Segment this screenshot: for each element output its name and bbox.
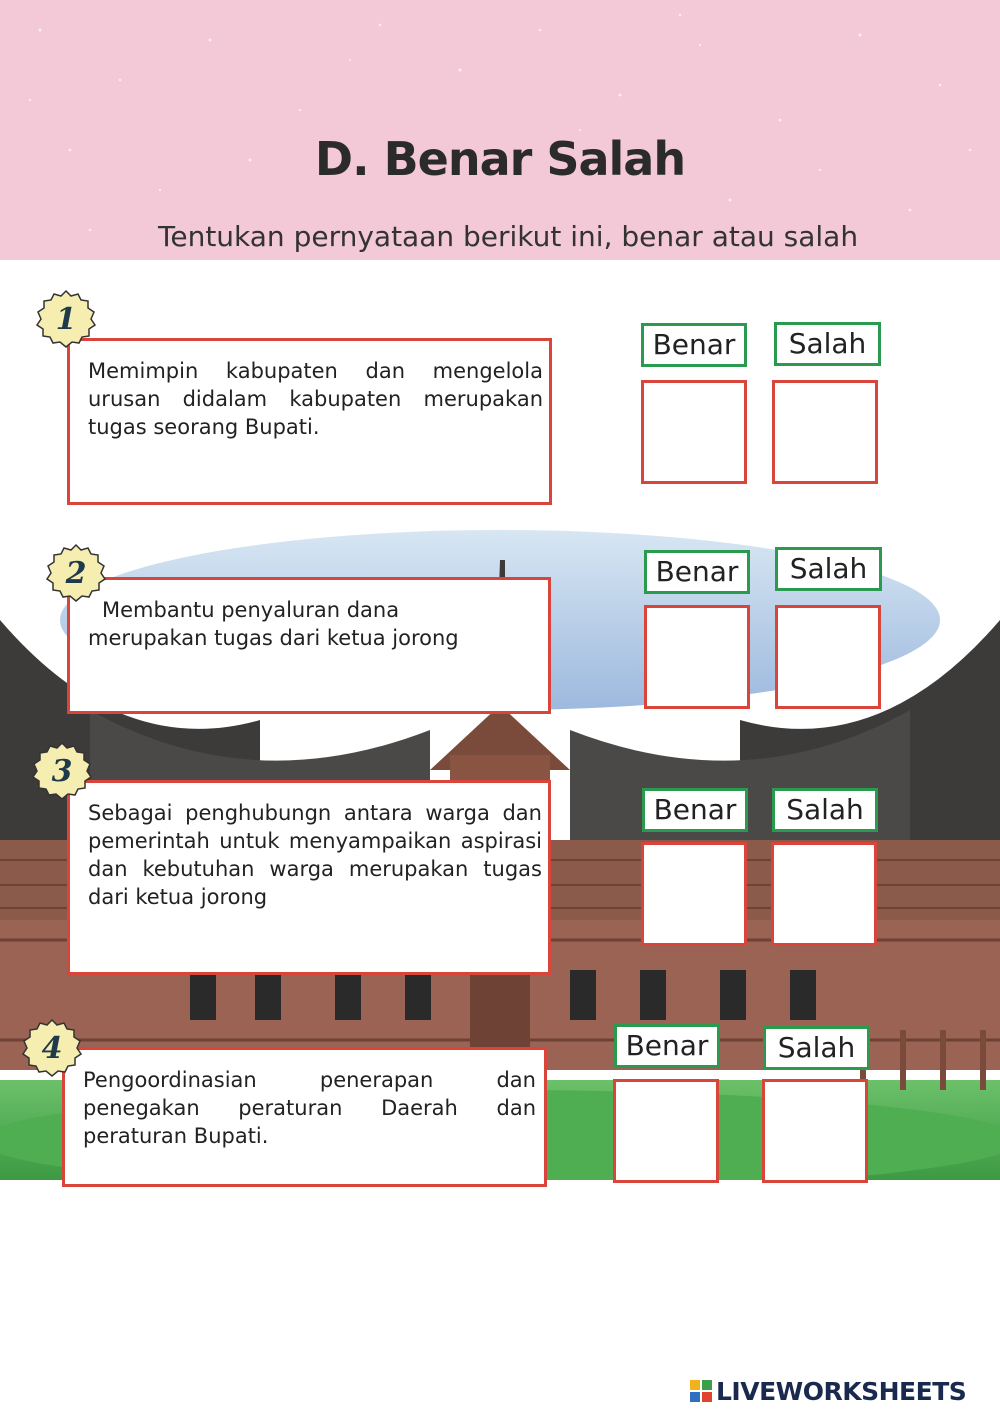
question-4-badge: [21, 1018, 83, 1080]
question-2-badge: [45, 543, 107, 605]
brand-name: LIVEWORKSHEETS: [716, 1376, 967, 1406]
question-1-number: 1: [55, 302, 77, 337]
question-3-true-answer-box[interactable]: [641, 842, 747, 946]
question-1-badge: [35, 289, 97, 351]
question-2-false-answer-box[interactable]: [775, 605, 881, 709]
question-4-number: 4: [41, 1031, 63, 1066]
question-1-true-label: Benar: [641, 323, 747, 367]
question-2-true-label: Benar: [644, 550, 750, 594]
question-2-false-label: Salah: [775, 547, 882, 591]
page-title: D. Benar Salah: [314, 132, 686, 186]
question-1-true-answer-box[interactable]: [641, 380, 747, 484]
question-4-text: Pengoordinasian penerapan dan penegakan peraturan Daerah dan peraturan Bupati.: [83, 1068, 536, 1148]
question-3-false-answer-box[interactable]: [771, 842, 877, 946]
liveworksheets-brand: [690, 1374, 966, 1408]
question-3-box: [67, 780, 551, 975]
question-4-true-answer-box[interactable]: [613, 1079, 719, 1183]
question-4-false-label: Salah: [763, 1026, 870, 1070]
question-3-true-label: Benar: [642, 788, 748, 832]
question-2-text: Membantu penyaluran dana merupakan tugas dari ketua jorong: [88, 598, 459, 650]
question-3-number: 3: [51, 754, 73, 789]
header-band: [0, 0, 1000, 260]
question-3-text: Sebagai penghubungn antara warga dan pemerintah untuk menyampaikan aspirasi dan kebutuhan warga merupakan tugas dari ketua jorong: [88, 801, 542, 909]
question-4-true-label: Benar: [614, 1024, 720, 1068]
question-2-number: 2: [65, 556, 87, 591]
question-4-box: [62, 1047, 547, 1187]
question-1-box: [67, 338, 552, 505]
liveworksheets-logo-icon: [690, 1380, 712, 1402]
question-1-false-answer-box[interactable]: [772, 380, 878, 484]
question-2-true-answer-box[interactable]: [644, 605, 750, 709]
question-1-false-label: Salah: [774, 322, 881, 366]
instruction-text: Tentukan pernyataan berikut ini, benar atau salah: [158, 220, 859, 253]
question-3-badge: [31, 741, 93, 803]
question-2-box: [67, 577, 551, 714]
question-3-false-label: Salah: [772, 788, 878, 832]
question-4-false-answer-box[interactable]: [762, 1079, 868, 1183]
question-1-text: Memimpin kabupaten dan mengelola urusan didalam kabupaten merupakan tugas seorang Bupati.: [88, 359, 543, 439]
